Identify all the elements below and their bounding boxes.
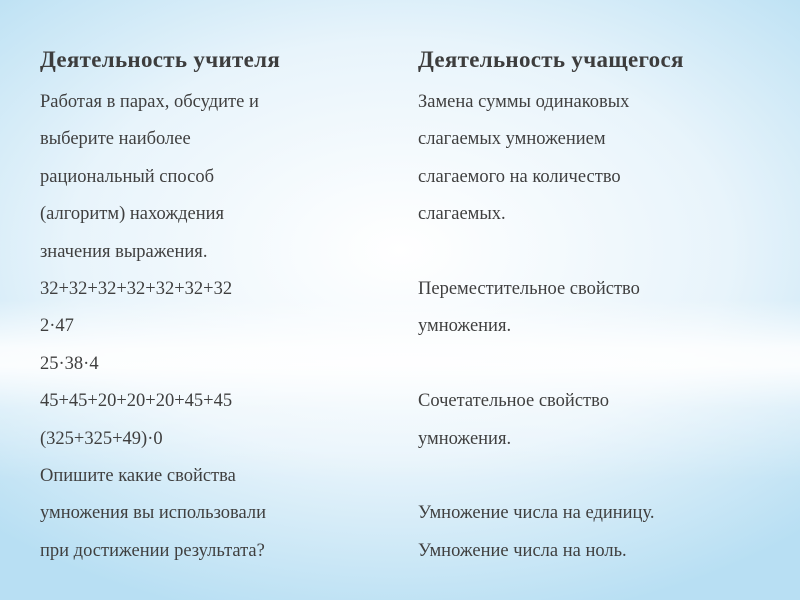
expression-line: (325+325+49)·0 — [40, 428, 163, 449]
expression-line: 25·38·4 — [40, 353, 99, 374]
student-line-blank — [418, 458, 788, 495]
student-line: Замена суммы одинаковых — [418, 92, 630, 112]
student-line: Умножение числа на единицу. — [418, 503, 655, 524]
expression-line: 2·47 — [40, 316, 74, 337]
teacher-line: Работая в парах, обсудите и — [40, 92, 259, 112]
teacher-line: рациональный способ — [40, 166, 215, 187]
student-line: Умножение числа на ноль. — [418, 540, 627, 561]
student-line: Сочетательное свойство — [418, 391, 609, 412]
student-line: слагаемых умножением — [418, 129, 606, 150]
expression-line: 32+32+32+32+32+32+32 — [40, 278, 233, 299]
student-line: слагаемых. — [418, 204, 506, 225]
student-line: умножения. — [418, 428, 512, 449]
student-line: умножения. — [418, 316, 512, 337]
student-activity-header: Деятельность учащегося — [418, 47, 684, 72]
expression-line: 45+45+20+20+20+45+45 — [40, 391, 233, 412]
student-line-blank — [418, 346, 788, 383]
student-activity-column — [418, 40, 788, 570]
student-line-blank — [418, 234, 788, 271]
student-line: Переместительное свойство — [418, 278, 640, 299]
teacher-activity-column — [40, 40, 390, 570]
teacher-line: при достижении результата? — [40, 540, 265, 561]
teacher-line: значения выражения. — [40, 241, 208, 262]
student-activity-text — [418, 84, 788, 570]
teacher-line: умножения вы использовали — [40, 503, 267, 524]
teacher-line: (алгоритм) нахождения — [40, 204, 225, 225]
student-line: слагаемого на количество — [418, 166, 621, 187]
teacher-activity-header: Деятельность учителя — [40, 47, 281, 72]
teacher-activity-text — [40, 84, 390, 570]
teacher-line: выберите наиболее — [40, 129, 191, 150]
teacher-line: Опишите какие свойства — [40, 465, 236, 486]
